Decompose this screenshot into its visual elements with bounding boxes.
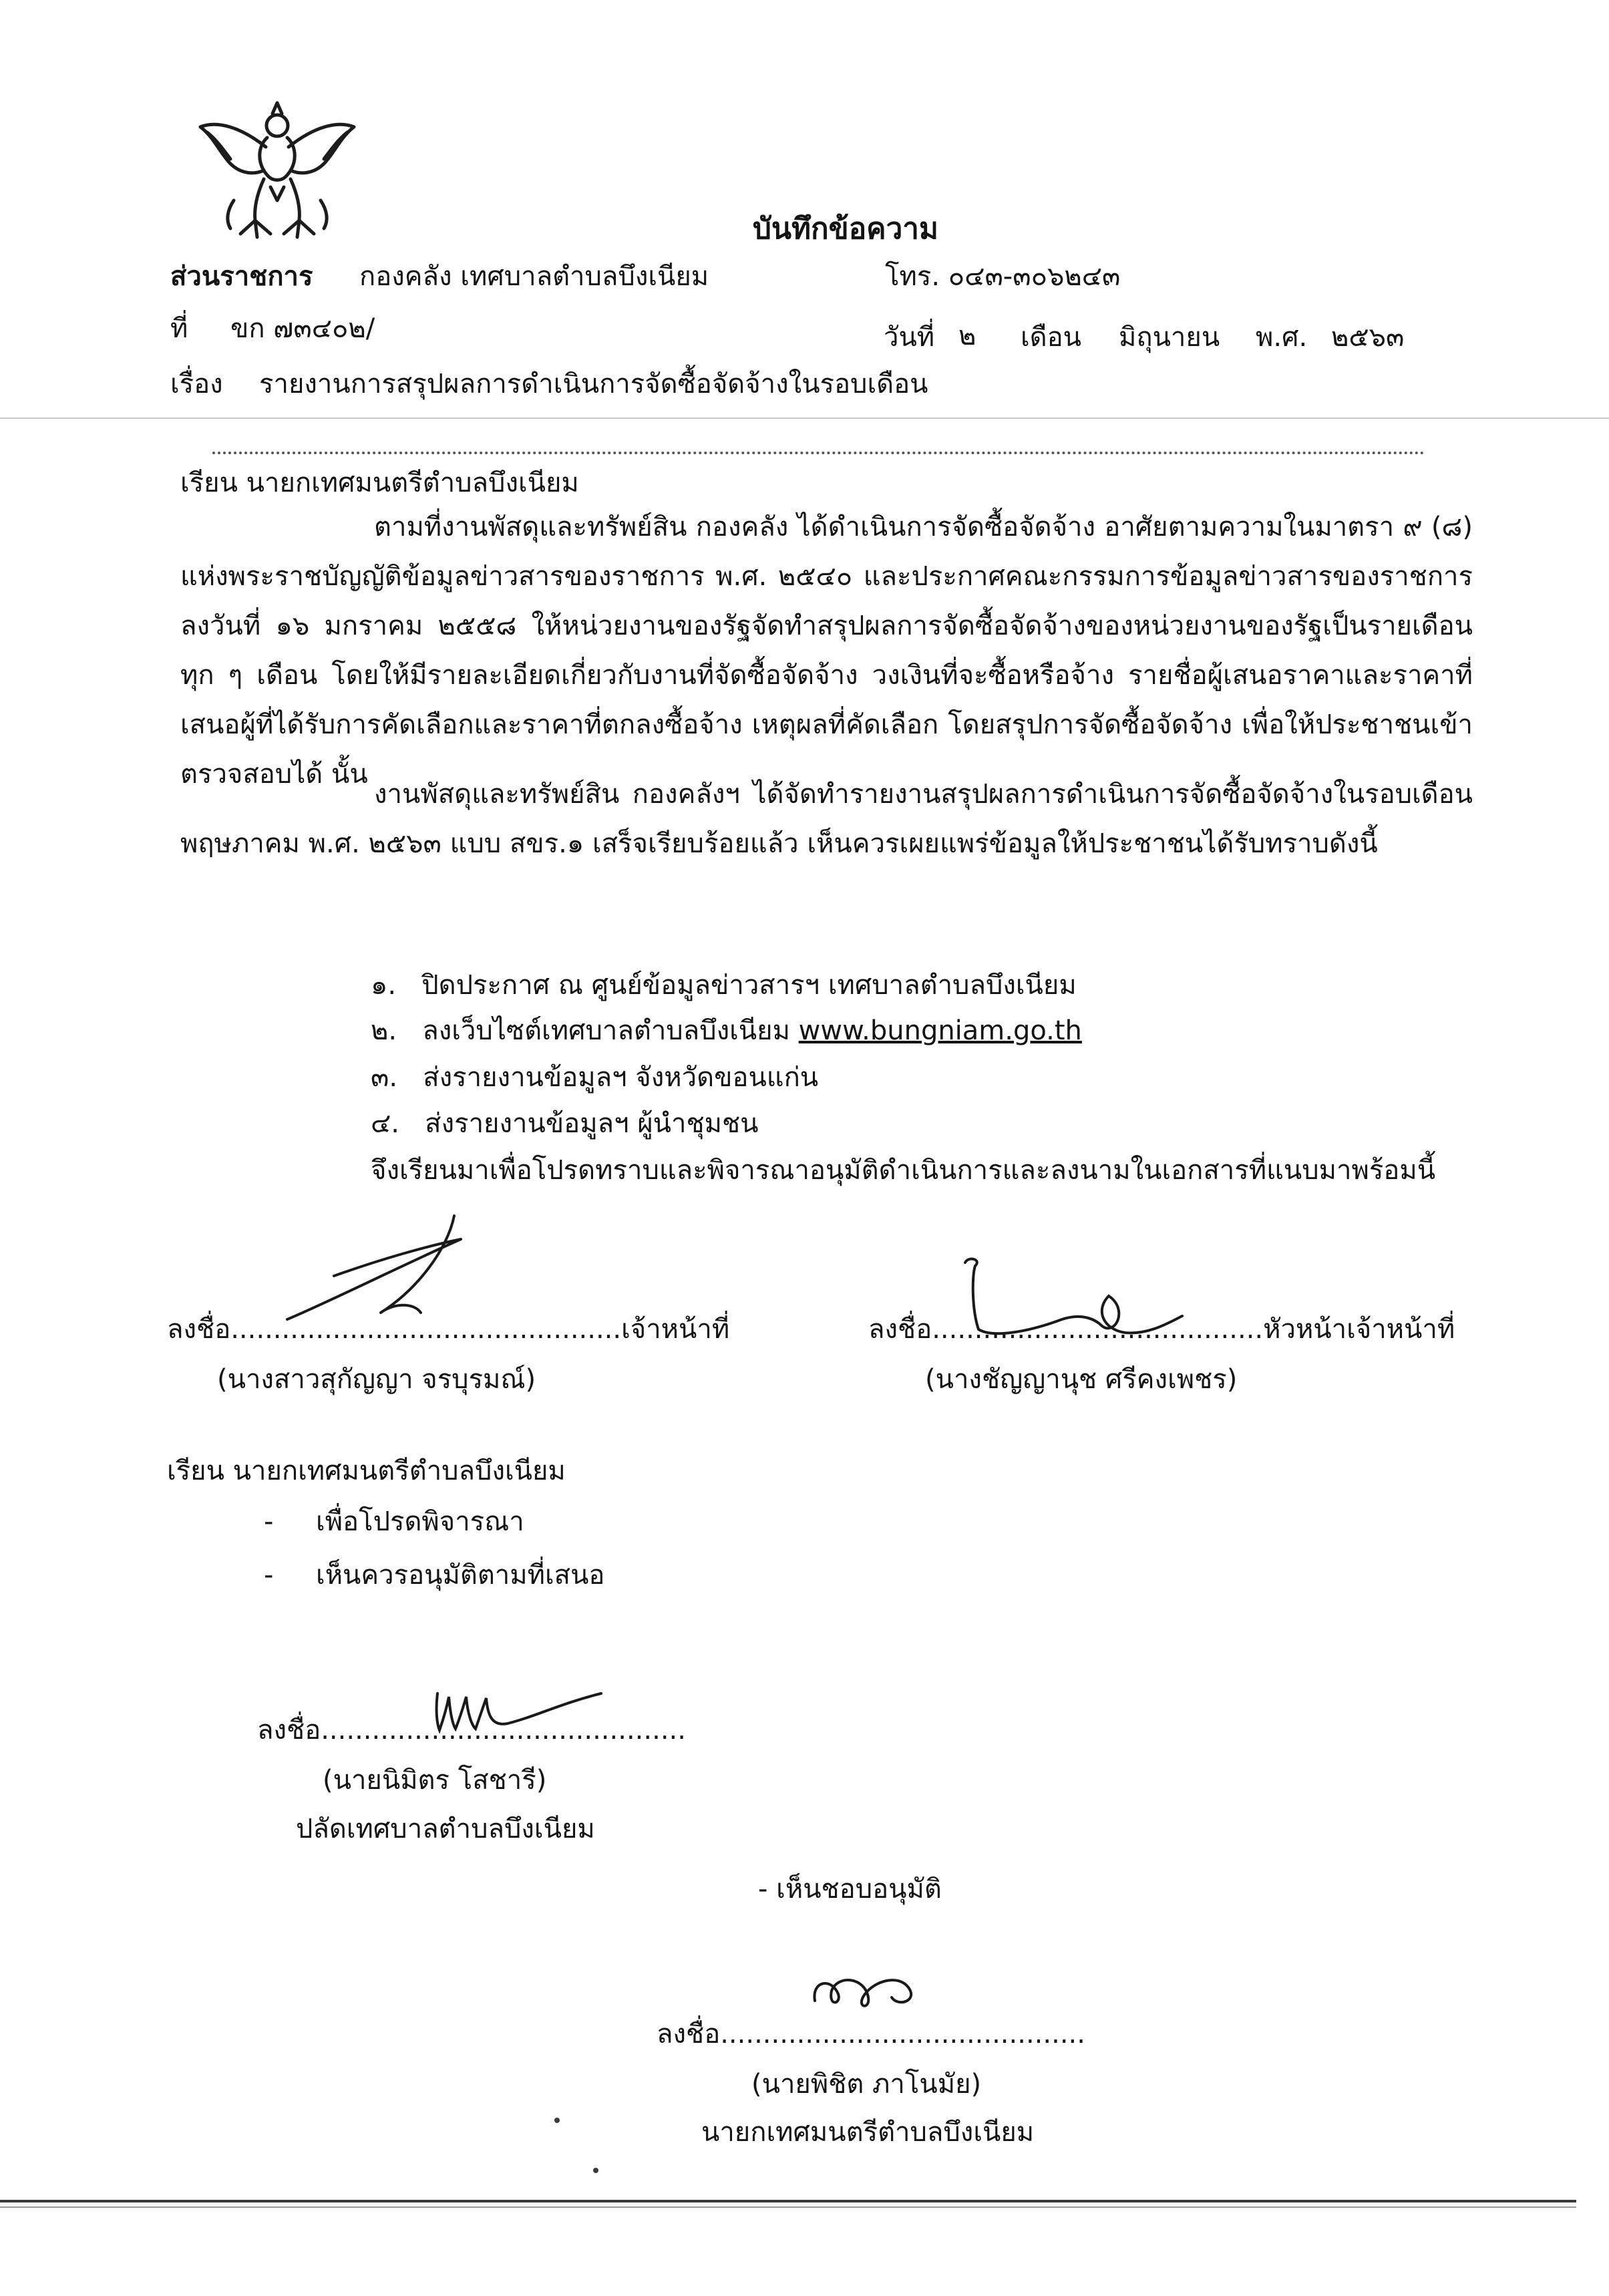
date-day: ๒ <box>958 321 976 351</box>
sign-label: ลงชื่อ <box>657 2019 721 2049</box>
list-number: ๒. <box>371 1015 397 1046</box>
mayor-sign-line: ลงชื่อ........................................... <box>657 2019 1085 2049</box>
scan-dot <box>554 2118 560 2123</box>
list-text: ลงเว็บไซต์เทศบาลตำบลบึงเนียม <box>422 1015 799 1046</box>
list-number: ๑. <box>371 970 397 1001</box>
memo-title: บันทึกข้อความ <box>753 212 939 246</box>
date-month: มิถุนายน <box>1119 322 1220 353</box>
item-dash: - <box>264 1560 274 1591</box>
item-text: เพื่อโปรดพิจารณา <box>316 1506 524 1537</box>
endorsement-item <box>264 1559 604 1592</box>
list-text: ส่งรายงานข้อมูลฯ จังหวัดขอนแก่น <box>423 1062 819 1093</box>
approval-note: - เห็นชอบอนุมัติ <box>758 1874 942 1905</box>
item-dash: - <box>264 1506 274 1537</box>
subject-label: เรื่อง <box>170 369 223 399</box>
date-month-label: เดือน <box>1021 322 1082 353</box>
header-separator <box>212 452 1425 454</box>
officer-name: (นางสาวสุกัญญา จรบุรมณ์) <box>217 1364 536 1395</box>
header-top-rule <box>0 418 1609 419</box>
phone-number: โทร. ๐๔๓-๓๐๖๒๔๓ <box>885 261 1121 292</box>
clerk-sign-line: ลงชื่อ........................................... <box>257 1715 686 1746</box>
list-number: ๔. <box>371 1108 399 1139</box>
officer-role: เจ้าหน้าที่ <box>621 1314 730 1345</box>
body-paragraph-1 <box>180 502 1473 799</box>
addressee: เรียน นายกเทศมนตรีตำบลบึงเนียม <box>180 468 579 498</box>
clerk-position: ปลัดเทศบาลตำบลบึงเนียม <box>296 1814 595 1844</box>
list-number: ๓. <box>371 1062 398 1093</box>
mayor-name: (นายพิชิต ภาโนมัย) <box>751 2069 982 2100</box>
sign-label: ลงชื่อ <box>167 1314 231 1345</box>
paragraph-1-text: ตามที่งานพัสดุและทรัพย์สิน กองคลัง ได้ดำเนินการจัดซื้อจัดจ้าง อาศัยตามความในมาตรา ๙ (๘) แห่งพระราชบัญญัติข้อมูลข่าวสารของราชการ พ.ศ. ๒๕๔๐ และประกาศคณะกรรมการข้อมูลข่าวสารของราชการ ลงวันที่ ๑๖ มกราคม ๒๕๕๘ ให้หน่วยงานของรัฐจัดทำสรุปผลการจัดซื้อจัดจ้างของหน่วยงานของรัฐเป็นรายเดือน ทุก ๆ เดือน โดยให้มีรายละเอียดเกี่ยวกับงานที่จัดซื้อจัดจ้าง วงเงินที่จะซื้อหรือจ้าง รายชื่อผู้เสนอราคาและราคาที่เสนอผู้ที่ได้รับการคัดเลือกและราคาที่ตกลงซื้อจ้าง เหตุผลที่คัดเลือก โดยสรุปการจัดซื้อจัดจ้าง เพื่อให้ประชาชนเข้าตรวจสอบได้ นั้น <box>180 512 1473 790</box>
date-year: ๒๕๖๓ <box>1331 322 1405 353</box>
body-paragraph-2 <box>180 770 1473 868</box>
website-link[interactable]: www.bungniam.go.th <box>798 1015 1082 1046</box>
list-item <box>371 969 1077 1002</box>
footer-rule-thin <box>0 2206 1576 2208</box>
date-day-label: วันที่ <box>884 322 935 353</box>
ref-number: ขก ๗๓๔๐๒/ <box>230 313 375 344</box>
date-year-label: พ.ศ. <box>1256 322 1308 353</box>
list-item <box>371 1107 759 1140</box>
sign-label: ลงชื่อ <box>868 1314 932 1345</box>
head-name: (นางชัญญานุช ศรีคงเพชร) <box>925 1364 1238 1395</box>
head-sign-line: ลงชื่อ.......................................หัวหน้าเจ้าหน้าที่ <box>868 1314 1455 1345</box>
department-name: กองคลัง เทศบาลตำบลบึงเนียม <box>359 261 709 292</box>
sign-label: ลงชื่อ <box>257 1715 321 1746</box>
department-label: ส่วนราชการ <box>170 261 313 292</box>
scan-dot <box>593 2168 598 2173</box>
list-text: ปิดประกาศ ณ ศูนย์ข้อมูลข่าวสารฯ เทศบาลตำบลบึงเนียม <box>421 970 1077 1001</box>
ref-label: ที่ <box>170 313 188 344</box>
footer-rule <box>0 2200 1576 2202</box>
head-role: หัวหน้าเจ้าหน้าที่ <box>1263 1314 1455 1345</box>
endorsement-addressee: เรียน นายกเทศมนตรีตำบลบึงเนียม <box>167 1456 566 1486</box>
officer-sign-line: ลงชื่อ..............................................เจ้าหน้าที่ <box>167 1314 730 1345</box>
item-text: เห็นควรอนุมัติตามที่เสนอ <box>316 1560 605 1591</box>
subject-text: รายงานการสรุปผลการดำเนินการจัดซื้อจัดจ้างในรอบเดือน <box>259 369 928 399</box>
endorsement-item <box>264 1505 524 1538</box>
list-text: ส่งรายงานข้อมูลฯ ผู้นำชุมชน <box>425 1108 759 1139</box>
paragraph-2-text: งานพัสดุและทรัพย์สิน กองคลังฯ ได้จัดทำรายงานสรุปผลการดำเนินการจัดซื้อจัดจ้างในรอบเดือนพฤษภาคม พ.ศ. ๒๕๖๓ แบบ สขร.๑ เสร็จเรียบร้อยแล้ว เห็นควรเผยแพร่ข้อมูลให้ประชาชนได้รับทราบดังนี้ <box>180 779 1473 859</box>
closing-sentence: จึงเรียนมาเพื่อโปรดทราบและพิจารณาอนุมัติดำเนินการและลงนามในเอกสารที่แนบมาพร้อมนี้ <box>371 1155 1436 1186</box>
garuda-emblem <box>194 100 361 244</box>
list-item <box>371 1061 818 1094</box>
list-item <box>371 1014 1082 1047</box>
clerk-name: (นายนิมิตร โสชารี) <box>323 1765 547 1796</box>
officer-signature <box>247 1202 528 1329</box>
mayor-position: นายกเทศมนตรีตำบลบึงเนียม <box>701 2117 1035 2148</box>
